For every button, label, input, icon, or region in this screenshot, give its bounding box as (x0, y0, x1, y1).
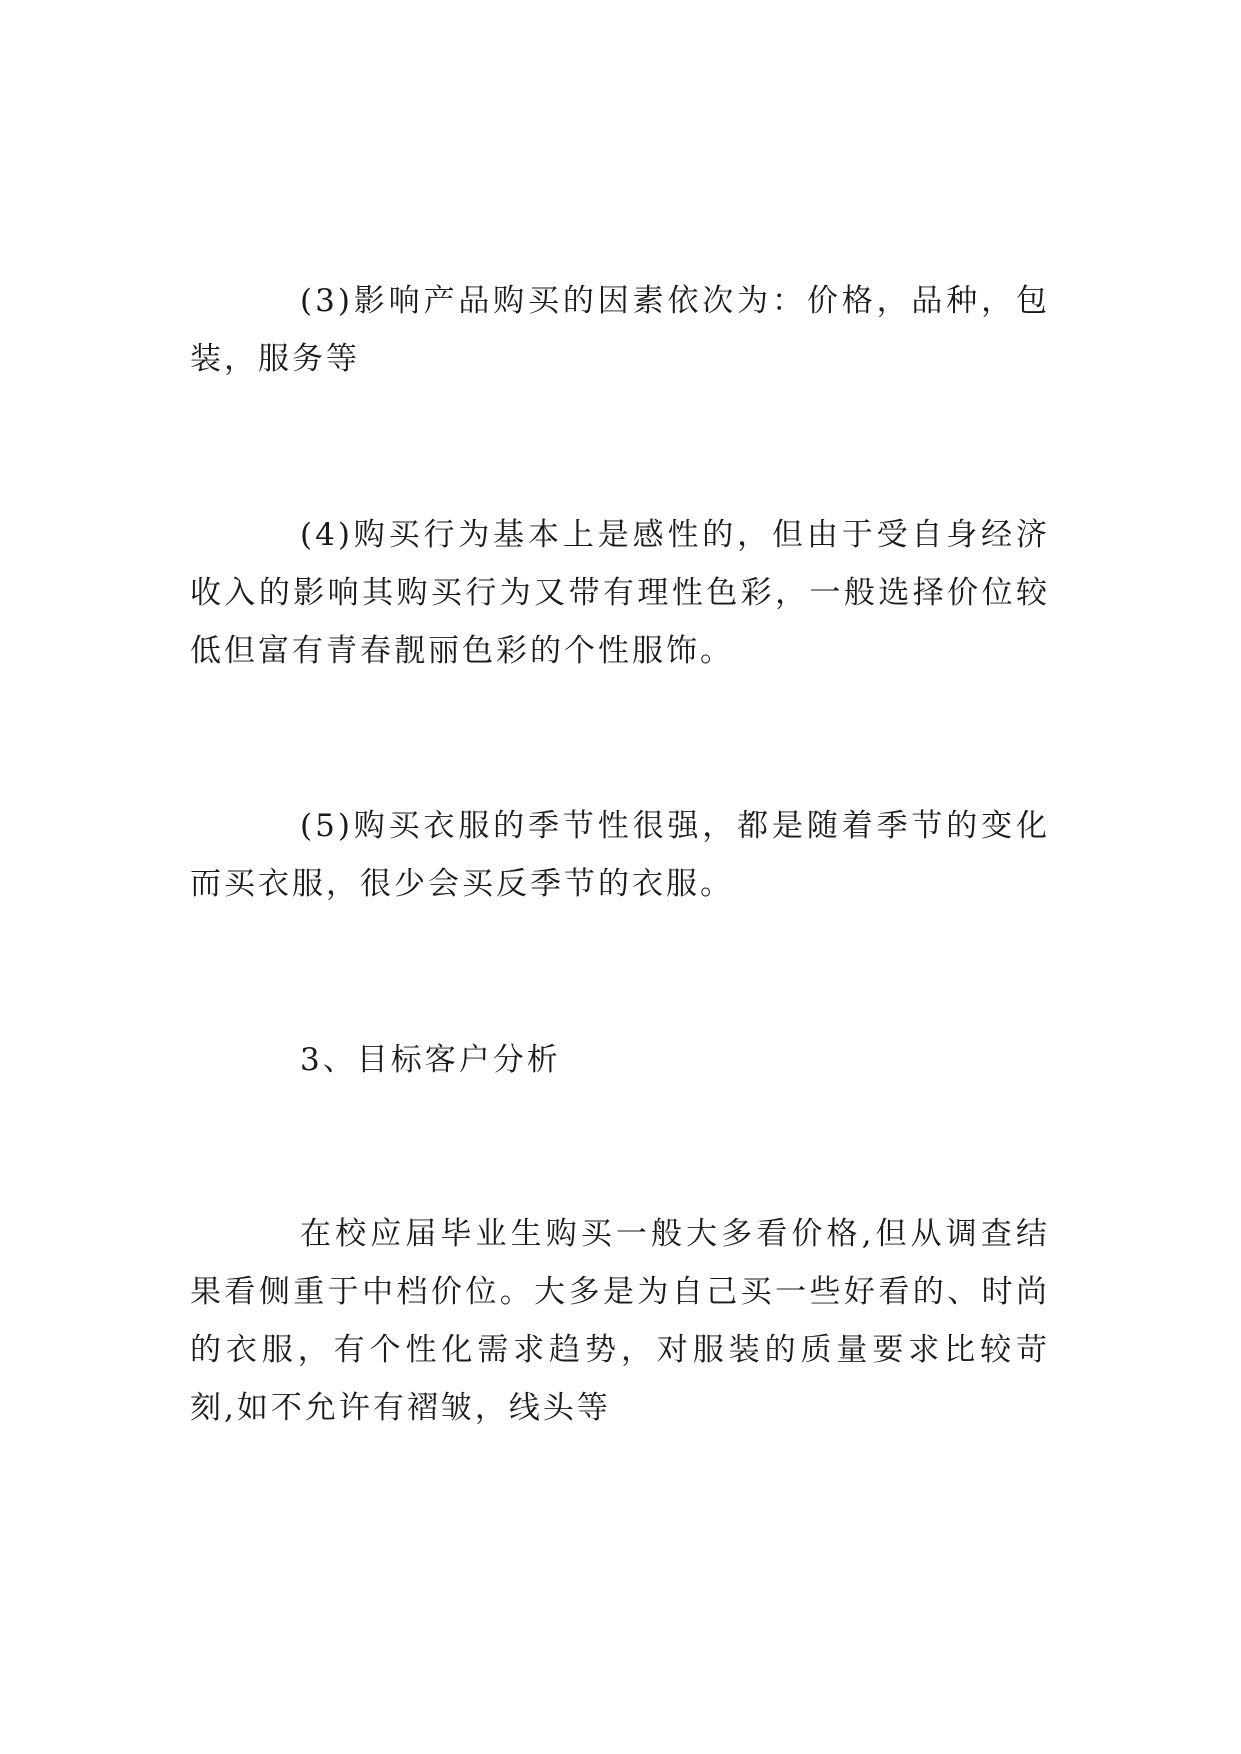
section-heading-target-customer: 3、目标客户分析 (300, 1042, 561, 1078)
paragraph-seasonality: (5)购买衣服的季节性很强，都是随着季节的变化而买衣服，很少会买反季节的衣服。 (190, 808, 1050, 902)
paragraph-purchase-behavior: (4)购买行为基本上是感性的，但由于受自身经济收入的影响其购买行为又带有理性色彩，一般选择价位较低但富有青春靓丽色彩的个性服饰。 (190, 517, 1050, 669)
paragraph-target-customer-analysis: 在校应届毕业生购买一般大多看价格,但从调查结果看侧重于中档价位。大多是为自己买一些好看的、时尚的衣服，有个性化需求趋势，对服装的质量要求比较苛刻,如不允许有褶皱，线头等 (190, 1216, 1050, 1426)
paragraph-purchase-factors: (3)影响产品购买的因素依次为：价格，品种，包装，服务等 (190, 283, 1050, 377)
